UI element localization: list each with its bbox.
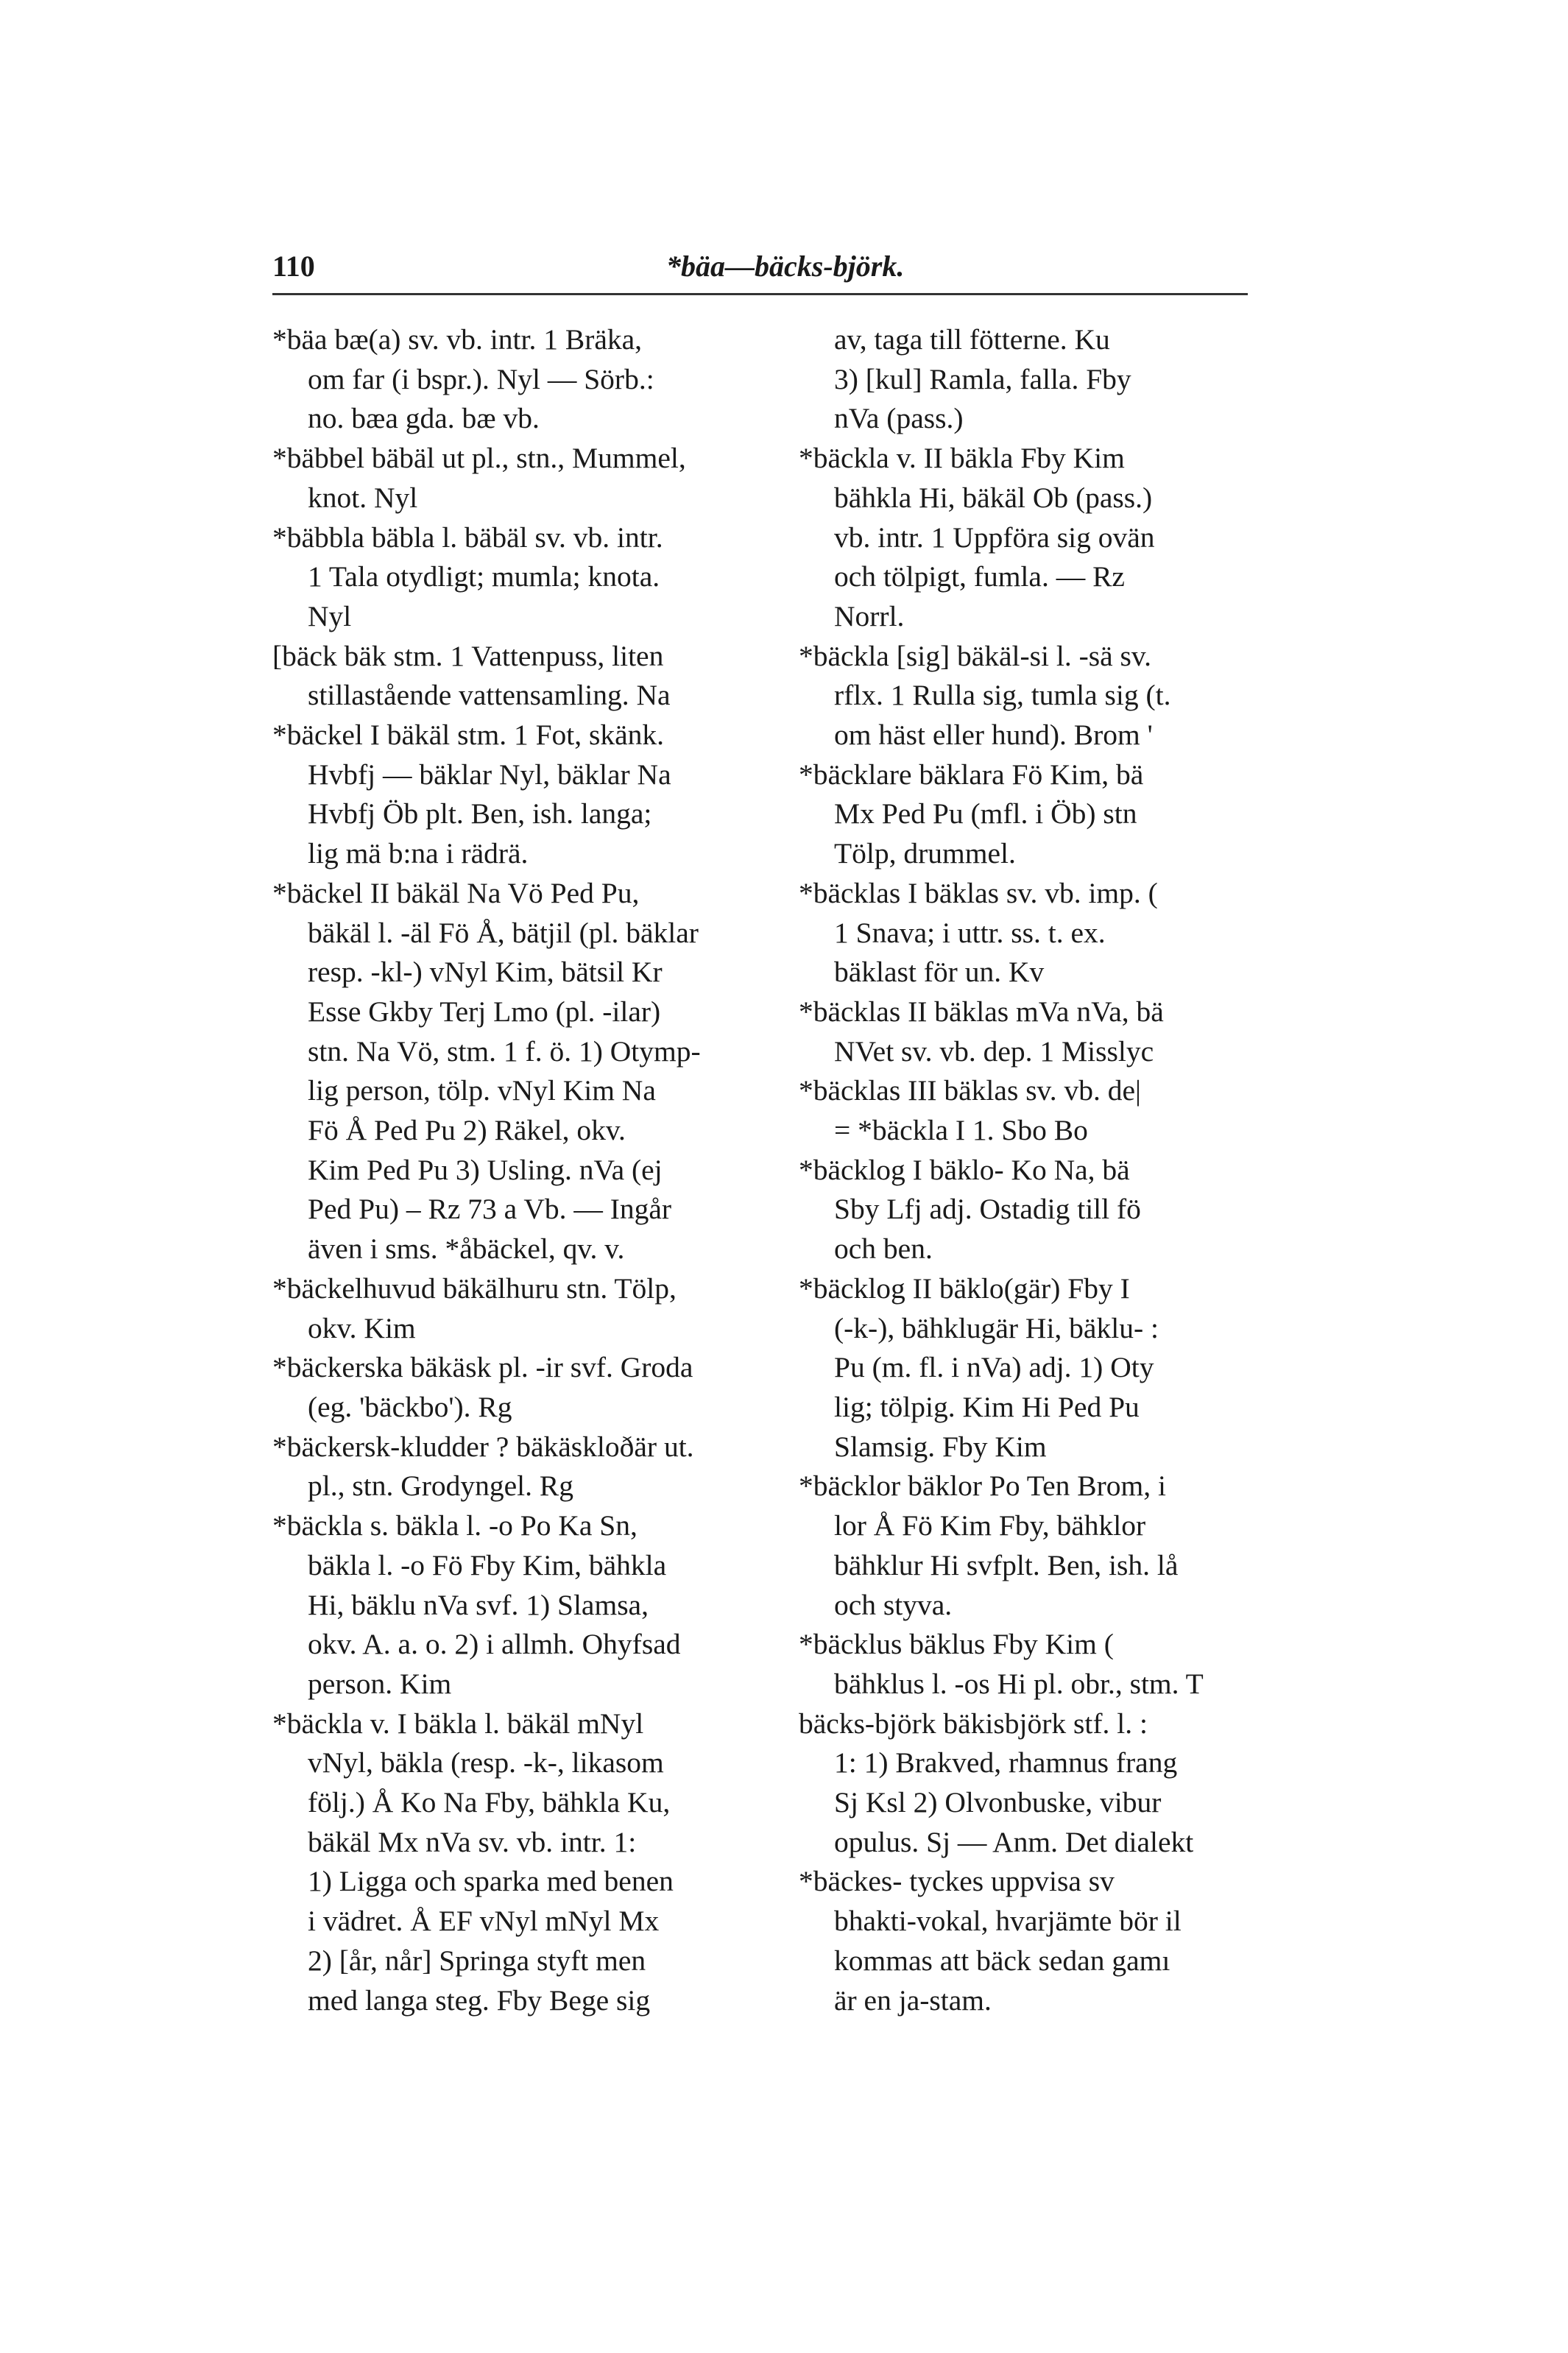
entry-line: *bäcklog I bäklo- Ko Na, bä	[799, 1153, 1130, 1186]
entry-line: och ben.	[834, 1232, 933, 1266]
entry-line: och styva.	[834, 1588, 953, 1621]
entry-line: även i sms. *åbäckel, qv. v.	[308, 1232, 625, 1266]
entry-line: resp. -kl-) vNyl Kim, bätsil Kr	[308, 956, 663, 989]
entry-line: vNyl, bäkla (resp. -k-, likasom	[308, 1746, 664, 1779]
entry-line: okv. Kim	[308, 1311, 416, 1344]
entry-line: bähklus l. -os Hi pl. obr., stm. T	[834, 1667, 1204, 1700]
entry-line: om häst eller hund). Brom '	[834, 719, 1153, 752]
entry-line: nVa (pass.)	[834, 402, 964, 435]
entry-line: NVet sv. vb. dep. 1 Misslyc	[834, 1034, 1154, 1068]
entry-line: *bäcklog II bäklo(gär) Fby I	[799, 1271, 1130, 1305]
entry-line: *bäckersk-kludder ? bäkäskloðär ut.	[272, 1430, 694, 1463]
entry-line: *bäckes- tyckes uppvisa sv	[799, 1865, 1115, 1898]
entry-line: opulus. Sj — Anm. Det dialekt	[834, 1825, 1194, 1858]
entry-line: vb. intr. 1 Uppföra sig ovän	[834, 521, 1155, 554]
entry-line: Pu (m. fl. i nVa) adj. 1) Oty	[834, 1351, 1154, 1384]
entry-line: pl., stn. Grodyngel. Rg	[308, 1470, 573, 1503]
entry-line: = *bäckla I 1. Sbo Bo	[834, 1114, 1088, 1147]
entry-line: *bäcklas II bäklas mVa nVa, bä	[799, 995, 1164, 1028]
entry-line: *bäckla [sig] bäkäl-si l. -sä sv.	[799, 639, 1151, 672]
entry-line: bäcks-björk bäkisbjörk stf. l. :	[799, 1707, 1148, 1740]
entry-line: *bäcklare bäklara Fö Kim, bä	[799, 758, 1144, 791]
entry-line: *bäcklas III bäklas sv. vb. de|	[799, 1074, 1141, 1107]
entry-line: *bäckla s. bäkla l. -o Po Ka Sn,	[272, 1509, 638, 1542]
entry-line: rflx. 1 Rulla sig, tumla sig (t.	[834, 679, 1171, 712]
entry-line: *bäcklor bäklor Po Ten Brom, i	[799, 1470, 1166, 1503]
entry-line: bäkla l. -o Fö Fby Kim, bähkla	[308, 1548, 667, 1581]
entry-line: *bäckla v. I bäkla l. bäkäl mNyl	[272, 1707, 644, 1740]
entry-line: [bäck bäk stm. 1 Vattenpuss, liten	[272, 639, 664, 672]
entry-line: Esse Gkby Terj Lmo (pl. -ilar)	[308, 995, 661, 1028]
entry-line: bäkäl l. -äl Fö Å, bätjil (pl. bäklar	[308, 916, 699, 949]
entry-line: lor Å Fö Kim Fby, bähklor	[834, 1509, 1146, 1542]
entry-line: 1 Tala otydligt; mumla; knota.	[308, 560, 660, 593]
entry-line: (eg. 'bäckbo'). Rg	[308, 1390, 512, 1423]
entry-line: *bäckel I bäkäl stm. 1 Fot, skänk.	[272, 719, 665, 752]
entry-line: *bäbbel bäbäl ut pl., stn., Mummel,	[272, 442, 686, 475]
entry-line: *bäckelhuvud bäkälhuru stn. Tölp,	[272, 1271, 677, 1305]
entry-line: 3) [kul] Ramla, falla. Fby	[834, 362, 1131, 395]
entry-line: knot. Nyl	[308, 481, 418, 514]
entry-line: bäkäl Mx nVa sv. vb. intr. 1:	[308, 1825, 637, 1858]
entry-line: med langa steg. Fby Bege sig	[308, 1983, 651, 2017]
entry-line: är en ja-stam.	[834, 1983, 992, 2017]
entry-line: *bäcklus bäklus Fby Kim (	[799, 1628, 1114, 1661]
entry-line: stillastående vattensamling. Na	[308, 679, 671, 712]
entry-line: *bäa bæ(a) sv. vb. intr. 1 Bräka,	[272, 323, 643, 356]
entry-line: Tölp, drummel.	[834, 837, 1016, 870]
entry-line: av, taga till fötterne. Ku	[834, 323, 1110, 356]
entry-line: *bäcklas I bäklas sv. vb. imp. (	[799, 876, 1158, 909]
entry-line: Sj Ksl 2) Olvonbuske, vibur	[834, 1786, 1162, 1819]
entry-line: lig; tölpig. Kim Hi Ped Pu	[834, 1390, 1140, 1423]
entry-line: *bäckel II bäkäl Na Vö Ped Pu,	[272, 876, 640, 909]
entry-line: Kim Ped Pu 3) Usling. nVa (ej	[308, 1153, 663, 1186]
entry-line: (-k-), bähklugär Hi, bäklu- :	[834, 1311, 1159, 1344]
entry-line: person. Kim	[308, 1667, 452, 1700]
entry-line: om far (i bspr.). Nyl — Sörb.:	[308, 362, 654, 395]
entry-line: följ.) Å Ko Na Fby, bähkla Ku,	[308, 1786, 671, 1819]
entry-line: no. bæa gda. bæ vb.	[308, 402, 540, 435]
entry-line: Norrl.	[834, 599, 905, 632]
left-column	[272, 320, 784, 2020]
entry-line: okv. A. a. o. 2) i allmh. Ohyfsad	[308, 1628, 681, 1661]
entry-line: Mx Ped Pu (mfl. i Öb) stn	[834, 797, 1137, 830]
entry-line: 2) [år, når] Springa styft men	[308, 1944, 646, 1977]
entry-line: lig mä b:na i rädrä.	[308, 837, 529, 870]
entry-line: Hvbfj — bäklar Nyl, bäklar Na	[308, 758, 671, 791]
entry-line: *bäbbla bäbla l. bäbäl sv. vb. intr.	[272, 521, 663, 554]
right-column	[799, 320, 1259, 2020]
entry-line: Fö Å Ped Pu 2) Räkel, okv.	[308, 1114, 626, 1147]
entry-line: Sby Lfj adj. Ostadig till fö	[834, 1193, 1141, 1226]
header-rule	[272, 293, 1248, 295]
entry-line: 1) Ligga och sparka med benen	[308, 1865, 674, 1898]
running-head: *bäa—bäcks-björk.	[666, 250, 905, 283]
entry-line: *bäckerska bäkäsk pl. -ir svf. Groda	[272, 1351, 693, 1384]
entry-line: 1 Snava; i uttr. ss. t. ex.	[834, 916, 1106, 949]
entry-line: Hi, bäklu nVa svf. 1) Slamsa,	[308, 1588, 649, 1621]
entry-line: Hvbfj Öb plt. Ben, ish. langa;	[308, 797, 652, 830]
entry-line: och tölpigt, fumla. — Rz	[834, 560, 1125, 593]
entry-line: Nyl	[308, 599, 352, 632]
entry-line: bähkla Hi, bäkäl Ob (pass.)	[834, 481, 1153, 514]
entry-line: *bäckla v. II bäkla Fby Kim	[799, 442, 1125, 475]
entry-line: stn. Na Vö, stm. 1 f. ö. 1) Otymp-	[308, 1034, 701, 1068]
entry-line: bäklast för un. Kv	[834, 956, 1045, 989]
entry-line: bähklur Hi svfplt. Ben, ish. lå	[834, 1548, 1179, 1581]
entry-line: 1: 1) Brakved, rhamnus frang	[834, 1746, 1178, 1779]
entry-line: lig person, tölp. vNyl Kim Na	[308, 1074, 656, 1107]
page-number: 110	[272, 250, 315, 283]
entry-line: bhakti-vokal, hvarjämte bör il	[834, 1905, 1182, 1938]
entry-line: kommas att bäck sedan gamı	[834, 1944, 1170, 1977]
entry-line: Ped Pu) – Rz 73 a Vb. — Ingår	[308, 1193, 672, 1226]
entry-line: Slamsig. Fby Kim	[834, 1430, 1047, 1463]
entry-line: i vädret. Å EF vNyl mNyl Mx	[308, 1905, 660, 1938]
